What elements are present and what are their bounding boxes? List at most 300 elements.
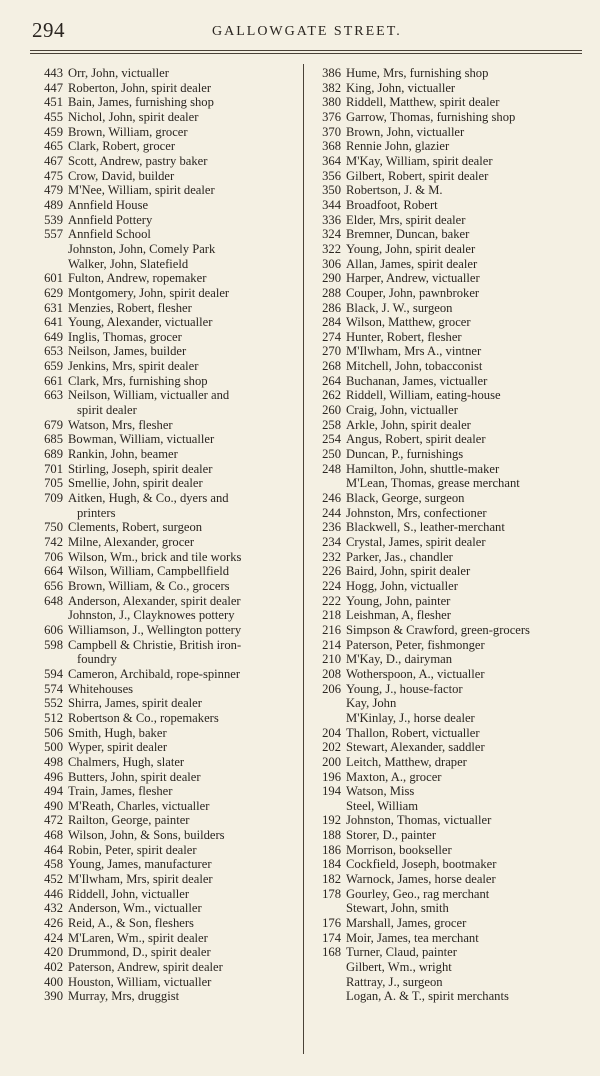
house-number: 168 <box>322 945 341 960</box>
directory-entry <box>308 813 566 828</box>
house-number: 498 <box>44 754 63 769</box>
house-number: 344 <box>322 197 341 212</box>
house-number <box>308 696 346 711</box>
house-number: 489 <box>44 197 63 212</box>
directory-entry <box>30 975 301 990</box>
directory-entry <box>30 330 301 345</box>
house-number <box>308 901 346 916</box>
house-number: 641 <box>44 315 63 330</box>
house-number: 250 <box>322 447 341 462</box>
house-number: 451 <box>44 95 63 110</box>
occupant-name: Butters, John, spirit dealer <box>68 769 201 784</box>
occupant-name: Clements, Robert, surgeon <box>68 520 203 535</box>
occupant-name: Montgomery, John, spirit dealer <box>68 285 230 300</box>
directory-entry <box>30 682 301 697</box>
directory-entry <box>30 271 301 286</box>
occupant-name: Cockfield, Joseph, bootmaker <box>346 857 497 872</box>
occupant-name: Annfield Pottery <box>68 212 153 227</box>
directory-entry <box>30 887 301 902</box>
directory-entry <box>308 711 566 726</box>
occupant-name: Neilson, William, victualler and <box>68 388 230 403</box>
house-number: 174 <box>322 930 341 945</box>
house-number: 656 <box>44 578 63 593</box>
occupant-name: Bremner, Duncan, baker <box>346 227 470 242</box>
house-number: 472 <box>44 813 63 828</box>
occupant-name: Marshall, James, grocer <box>346 916 467 931</box>
house-number: 208 <box>322 666 341 681</box>
house-number: 192 <box>322 813 341 828</box>
directory-entry <box>30 931 301 946</box>
house-number: 649 <box>44 329 63 344</box>
directory-entry <box>308 770 566 785</box>
house-number <box>30 403 68 418</box>
occupant-name: Parker, Jas., chandler <box>346 549 453 564</box>
house-number: 390 <box>44 989 63 1004</box>
occupant-name: Rattray, J., surgeon <box>346 974 443 989</box>
occupant-name: Black, George, surgeon <box>346 491 465 506</box>
house-number: 679 <box>44 417 63 432</box>
occupant-name: Stirling, Joseph, spirit dealer <box>68 461 213 476</box>
directory-entry <box>30 652 301 667</box>
occupant-name: Duncan, P., furnishings <box>346 447 464 462</box>
directory-entry <box>308 726 566 741</box>
occupant-name: Wilson, William, Campbellfield <box>68 564 230 579</box>
occupant-name: Arkle, John, spirit dealer <box>346 417 471 432</box>
house-number: 380 <box>322 95 341 110</box>
house-number: 322 <box>322 241 341 256</box>
directory-entry <box>30 901 301 916</box>
house-number: 350 <box>322 183 341 198</box>
directory-entry <box>30 506 301 521</box>
occupant-name: Couper, John, pawnbroker <box>346 285 480 300</box>
occupant-name: Blackwell, S., leather-merchant <box>346 520 505 535</box>
house-number: 210 <box>322 652 341 667</box>
occupant-name: Young, J., house-factor <box>346 681 463 696</box>
directory-entry <box>30 66 301 81</box>
house-number: 206 <box>322 681 341 696</box>
house-number: 382 <box>322 80 341 95</box>
occupant-name: Roberton, John, spirit dealer <box>68 80 212 95</box>
directory-entry <box>30 813 301 828</box>
directory-entry <box>308 579 566 594</box>
occupant-name: Jenkins, Mrs, spirit dealer <box>68 359 199 374</box>
directory-entry <box>30 359 301 374</box>
house-number: 262 <box>322 388 341 403</box>
left-column <box>30 66 301 1004</box>
occupant-name: Morrison, bookseller <box>346 842 452 857</box>
occupant-name: Milne, Alexander, grocer <box>68 535 195 549</box>
directory-entry <box>30 945 301 960</box>
directory-entry <box>308 857 566 872</box>
directory-entry <box>308 95 566 110</box>
house-number: 254 <box>322 432 341 447</box>
directory-entry <box>30 242 301 257</box>
house-number: 648 <box>44 593 63 608</box>
directory-entry <box>308 315 566 330</box>
house-number: 601 <box>44 271 63 286</box>
directory-entry <box>30 960 301 975</box>
house-number: 286 <box>322 300 341 315</box>
house-number: 284 <box>322 315 341 330</box>
directory-entry <box>308 784 566 799</box>
house-number: 709 <box>44 491 63 506</box>
directory-entry <box>308 242 566 257</box>
house-number: 494 <box>44 784 63 799</box>
occupant-name: Scott, Andrew, pastry baker <box>68 153 208 168</box>
occupant-name: M'Kinlay, J., horse dealer <box>346 710 475 725</box>
directory-entry <box>308 638 566 653</box>
occupant-name: M'Ilwham, Mrs A., vintner <box>346 344 482 359</box>
occupant-name: Kay, John <box>346 696 397 711</box>
directory-entry <box>308 623 566 638</box>
directory-entry <box>308 989 566 1004</box>
house-number: 467 <box>44 153 63 168</box>
directory-entry <box>30 183 301 198</box>
house-number: 246 <box>322 491 341 506</box>
directory-entry <box>308 257 566 272</box>
house-number: 574 <box>44 681 63 696</box>
occupant-name: Drummond, D., spirit dealer <box>68 945 211 960</box>
house-number: 270 <box>322 344 341 359</box>
directory-entry <box>308 799 566 814</box>
directory-entry <box>308 535 566 550</box>
occupant-name: Baird, John, spirit dealer <box>346 564 471 579</box>
occupant-name: spirit dealer <box>77 403 137 418</box>
occupant-name: Whitehouses <box>68 681 134 696</box>
directory-entry <box>30 139 301 154</box>
directory-entry <box>30 726 301 741</box>
house-number <box>308 989 346 1004</box>
occupant-name: Gourley, Geo., rag merchant <box>346 886 490 901</box>
occupant-name: Clark, Robert, grocer <box>68 139 176 154</box>
occupant-name: Crystal, James, spirit dealer <box>346 535 486 549</box>
directory-entry <box>308 652 566 667</box>
occupant-name: Inglis, Thomas, grocer <box>68 329 182 344</box>
directory-entry <box>30 257 301 272</box>
directory-entry <box>308 476 566 491</box>
house-number <box>30 257 68 272</box>
directory-entry <box>308 213 566 228</box>
house-number: 506 <box>44 725 63 740</box>
directory-entry <box>308 81 566 96</box>
house-number <box>30 608 68 623</box>
column-divider <box>303 64 304 1054</box>
occupant-name: Wilson, Matthew, grocer <box>346 315 471 330</box>
house-number: 260 <box>322 403 341 418</box>
directory-entry <box>308 828 566 843</box>
house-number: 368 <box>322 139 341 154</box>
house-number: 196 <box>322 769 341 784</box>
house-number: 446 <box>44 886 63 901</box>
house-number: 512 <box>44 710 63 725</box>
occupant-name: Wilson, John, & Sons, builders <box>68 828 225 843</box>
directory-entry <box>30 535 301 550</box>
house-number: 386 <box>322 66 341 80</box>
occupant-name: M'Laren, Wm., spirit dealer <box>68 930 208 945</box>
house-number <box>30 506 68 521</box>
occupant-name: Rankin, John, beamer <box>68 447 178 462</box>
directory-entry <box>308 975 566 990</box>
house-number: 370 <box>322 124 341 139</box>
house-number: 653 <box>44 344 63 359</box>
occupant-name: Clark, Mrs, furnishing shop <box>68 373 208 388</box>
occupant-name: Brown, William, & Co., grocers <box>68 578 230 593</box>
house-number: 324 <box>322 227 341 242</box>
occupant-name: Aitken, Hugh, & Co., dyers and <box>68 491 229 506</box>
house-number: 631 <box>44 300 63 315</box>
directory-entry <box>308 696 566 711</box>
occupant-name: Fulton, Andrew, ropemaker <box>68 271 207 286</box>
house-number: 552 <box>44 696 63 711</box>
directory-entry <box>308 608 566 623</box>
directory-entry <box>308 550 566 565</box>
directory-entry <box>308 901 566 916</box>
occupant-name: Young, John, painter <box>346 593 451 608</box>
directory-entry <box>30 301 301 316</box>
directory-entry <box>30 550 301 565</box>
occupant-name: Leishman, A, flesher <box>346 608 451 623</box>
house-number: 459 <box>44 124 63 139</box>
directory-entry <box>30 520 301 535</box>
occupant-name: Mitchell, John, tobacconist <box>346 359 483 374</box>
running-head: GALLOWGATE STREET. <box>212 24 402 39</box>
house-number: 376 <box>322 109 341 124</box>
occupant-name: Garrow, Thomas, furnishing shop <box>346 109 516 124</box>
occupant-name: Riddell, William, eating-house <box>346 388 501 403</box>
header-rule-top <box>30 50 582 51</box>
house-number: 204 <box>322 725 341 740</box>
occupant-name: Williamson, J., Wellington pottery <box>68 622 242 637</box>
directory-entry <box>308 403 566 418</box>
occupant-name: Annfield House <box>68 197 149 212</box>
occupant-name: Broadfoot, Robert <box>346 197 438 212</box>
house-number: 594 <box>44 666 63 681</box>
house-number: 464 <box>44 842 63 857</box>
house-number <box>308 960 346 975</box>
occupant-name: Johnston, John, Comely Park <box>68 241 216 256</box>
occupant-name: Paterson, Peter, fishmonger <box>346 637 485 652</box>
occupant-name: Wyper, spirit dealer <box>68 740 168 755</box>
occupant-name: Campbell & Christie, British iron- <box>68 637 242 652</box>
house-number: 236 <box>322 520 341 535</box>
occupant-name: Wotherspoon, A., victualler <box>346 666 485 681</box>
occupant-name: M'Lean, Thomas, grease merchant <box>346 476 520 491</box>
house-number: 663 <box>44 388 63 403</box>
directory-entry <box>308 227 566 242</box>
directory-entry <box>308 755 566 770</box>
occupant-name: Robin, Peter, spirit dealer <box>68 842 197 857</box>
house-number: 226 <box>322 564 341 579</box>
house-number: 264 <box>322 373 341 388</box>
directory-entry <box>308 462 566 477</box>
house-number: 402 <box>44 960 63 975</box>
occupant-name: Logan, A. & T., spirit merchants <box>346 989 509 1004</box>
directory-entry <box>30 843 301 858</box>
directory-entry <box>308 843 566 858</box>
directory-entry <box>30 315 301 330</box>
occupant-name: Robertson & Co., ropemakers <box>68 710 219 725</box>
directory-entry <box>30 476 301 491</box>
house-number: 364 <box>322 153 341 168</box>
house-number: 742 <box>44 535 63 549</box>
right-column <box>308 66 566 1004</box>
occupant-name: Johnston, Thomas, victualler <box>346 813 492 828</box>
directory-entry <box>308 388 566 403</box>
occupant-name: Robertson, J. & M. <box>346 183 443 198</box>
directory-entry <box>30 740 301 755</box>
occupant-name: Houston, William, victualler <box>68 974 212 989</box>
occupant-name: Black, J. W., surgeon <box>346 300 453 315</box>
occupant-name: Moir, James, tea merchant <box>346 930 479 945</box>
house-number: 705 <box>44 476 63 491</box>
house-number: 664 <box>44 564 63 579</box>
occupant-name: Leitch, Matthew, draper <box>346 754 467 769</box>
house-number: 274 <box>322 329 341 344</box>
occupant-name: Anderson, Wm., victualler <box>68 901 202 916</box>
directory-entry <box>30 388 301 403</box>
directory-entry <box>30 828 301 843</box>
occupant-name: Steel, William <box>346 798 419 813</box>
house-number: 336 <box>322 212 341 227</box>
occupant-name: Shirra, James, spirit dealer <box>68 696 202 711</box>
house-number: 176 <box>322 916 341 931</box>
occupant-name: foundry <box>77 652 117 667</box>
house-number: 629 <box>44 285 63 300</box>
house-number: 465 <box>44 139 63 154</box>
house-number: 468 <box>44 828 63 843</box>
directory-entry <box>30 711 301 726</box>
directory-entry <box>30 916 301 931</box>
directory-entry <box>30 579 301 594</box>
occupant-name: Crow, David, builder <box>68 168 175 183</box>
directory-entry <box>30 564 301 579</box>
directory-entry <box>30 227 301 242</box>
directory-entry <box>308 418 566 433</box>
house-number: 496 <box>44 769 63 784</box>
directory-entry <box>30 989 301 1004</box>
occupant-name: Wilson, Wm., brick and tile works <box>68 549 242 564</box>
directory-entry <box>308 286 566 301</box>
occupant-name: Thallon, Robert, victualler <box>346 725 480 740</box>
occupant-name: Bain, James, furnishing shop <box>68 95 214 110</box>
directory-entry <box>308 359 566 374</box>
house-number: 306 <box>322 256 341 271</box>
house-number: 290 <box>322 271 341 286</box>
house-number: 701 <box>44 461 63 476</box>
house-number: 222 <box>322 593 341 608</box>
directory-entry <box>308 66 566 81</box>
directory-entry <box>30 594 301 609</box>
directory-entry <box>308 432 566 447</box>
directory-entry <box>30 154 301 169</box>
occupant-name: Hamilton, John, shuttle-maker <box>346 461 500 476</box>
house-number: 750 <box>44 520 63 535</box>
house-number: 479 <box>44 183 63 198</box>
directory-entry <box>308 198 566 213</box>
occupant-name: Harper, Andrew, victualler <box>346 271 480 286</box>
directory-entry <box>308 564 566 579</box>
occupant-name: Watson, Miss <box>346 784 415 799</box>
directory-entry <box>30 491 301 506</box>
directory-entry <box>30 770 301 785</box>
directory-entry <box>30 286 301 301</box>
occupant-name: Storer, D., painter <box>346 828 437 843</box>
occupant-name: Stewart, Alexander, saddler <box>346 740 485 755</box>
house-number <box>30 652 68 667</box>
header-rule-bottom <box>30 53 582 54</box>
occupant-name: Nichol, John, spirit dealer <box>68 109 199 124</box>
house-number: 182 <box>322 872 341 887</box>
directory-entry <box>308 491 566 506</box>
occupant-name: Young, Alexander, victualler <box>68 315 213 330</box>
house-number: 258 <box>322 417 341 432</box>
directory-entry <box>308 740 566 755</box>
house-number: 200 <box>322 754 341 769</box>
directory-entry <box>30 344 301 359</box>
directory-entry <box>30 198 301 213</box>
occupant-name: Bowman, William, victualler <box>68 432 215 447</box>
house-number: 432 <box>44 901 63 916</box>
directory-entry <box>308 872 566 887</box>
directory-entry <box>30 638 301 653</box>
house-number <box>308 476 346 491</box>
directory-entry <box>308 506 566 521</box>
directory-entry <box>308 110 566 125</box>
house-number <box>308 975 346 990</box>
occupant-name: Cameron, Archibald, rope-spinner <box>68 666 241 681</box>
house-number <box>30 242 68 257</box>
occupant-name: Simpson & Crawford, green-grocers <box>346 622 530 637</box>
occupant-name: Walker, John, Slatefield <box>68 256 189 271</box>
directory-entry <box>30 462 301 477</box>
occupant-name: Riddell, Matthew, spirit dealer <box>346 95 500 110</box>
occupant-name: Allan, James, spirit dealer <box>346 256 478 271</box>
house-number: 400 <box>44 974 63 989</box>
occupant-name: Young, James, manufacturer <box>68 857 212 872</box>
directory-entry <box>308 916 566 931</box>
occupant-name: M'Kay, William, spirit dealer <box>346 153 493 168</box>
directory-entry <box>308 154 566 169</box>
house-number: 452 <box>44 872 63 887</box>
house-number <box>308 799 346 814</box>
house-number: 244 <box>322 505 341 520</box>
directory-entry <box>30 95 301 110</box>
house-number: 188 <box>322 828 341 843</box>
occupant-name: M'Reath, Charles, victualler <box>68 798 210 813</box>
occupant-name: Railton, George, painter <box>68 813 190 828</box>
house-number: 178 <box>322 886 341 901</box>
directory-entry <box>30 374 301 389</box>
house-number: 426 <box>44 916 63 931</box>
occupant-name: Hume, Mrs, furnishing shop <box>346 66 489 80</box>
directory-entry <box>308 169 566 184</box>
occupant-name: Chalmers, Hugh, slater <box>68 754 185 769</box>
house-number: 234 <box>322 535 341 549</box>
house-number: 356 <box>322 168 341 183</box>
directory-entry <box>308 594 566 609</box>
house-number: 500 <box>44 740 63 755</box>
directory-entry <box>308 139 566 154</box>
house-number: 685 <box>44 432 63 447</box>
directory-entry <box>308 682 566 697</box>
directory-entry <box>308 960 566 975</box>
directory-entry <box>30 432 301 447</box>
occupant-name: Neilson, James, builder <box>68 344 187 359</box>
occupant-name: Hunter, Robert, flesher <box>346 329 462 344</box>
house-number: 216 <box>322 622 341 637</box>
occupant-name: printers <box>77 505 116 520</box>
house-number: 268 <box>322 359 341 374</box>
